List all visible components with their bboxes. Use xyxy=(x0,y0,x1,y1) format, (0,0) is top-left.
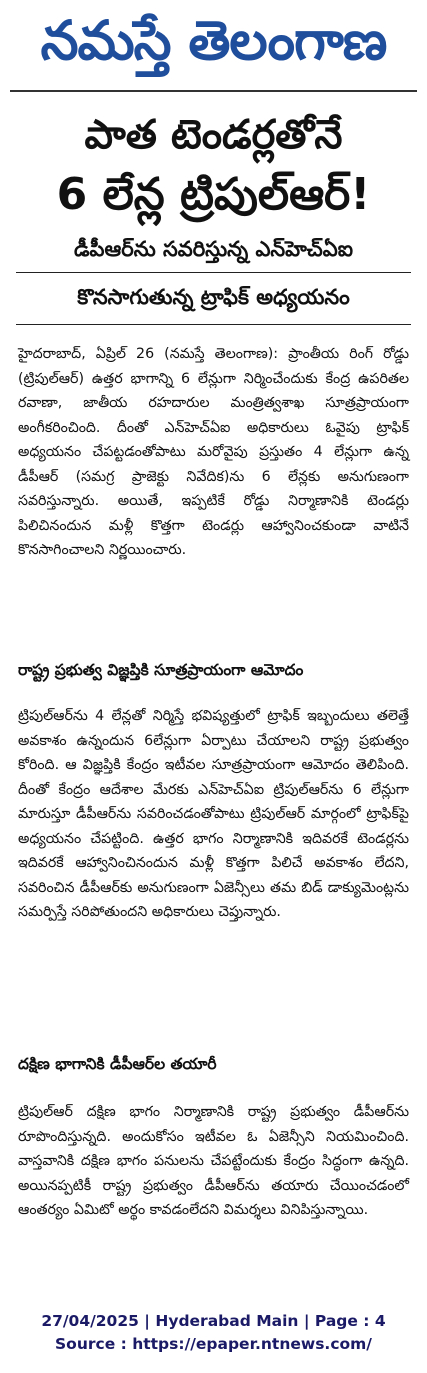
article-paragraph: ట్రిపుల్‌ఆర్ దక్షిణ భాగం నిర్మాణానికి రాష్ట్ర ప్రభుత్వం డీపీఆర్‌ను రూపొందిస్తున్నది. అందుకోసం ఇటీవల ఓ ఏజెన్సీని నియమించింది. వాస్తవానికి దక్షిణ భాగం పనులను చేపట్టేందుకు కేంద్రం సిద్ధంగా ఉన్నది. అయినప్పటికీ రాష్ట్ర ప్రభుత్వం డీపీఆర్‌ను తయారు చేయించడంలో ఆంతర్యం ఏమిటో అర్థం కావడంలేదని విమర్శలు వినిపిస్తున్నాయి. xyxy=(18,1104,409,1218)
headline-line-1: పాత టెండర్లతోనే xyxy=(84,112,343,158)
article-clipping xyxy=(10,90,417,1297)
subheadline-2: కొనసాగుతున్న ట్రాఫిక్ అధ్యయనం xyxy=(77,285,350,309)
source-link[interactable]: Source : https://epaper.ntnews.com/ xyxy=(55,1335,372,1353)
article-paragraph: ట్రిపుల్‌ఆర్‌ను 4 లేన్లతో నిర్మిస్తే భవిష్యత్తులో ట్రాఫిక్ ఇబ్బందులు తలెత్తే అవకాశం ఉన్నందున 6లేన్లుగా ఏర్పాటు చేయాలని రాష్ట్ర ప్రభుత్వం కోరింది. ఆ విజ్ఞప్తికి కేంద్రం ఇటీవల సూత్రప్రాయంగా ఆమోదం తెలిపింది. దీంతో కేంద్రం ఆదేశాల మేరకు ఎన్‌హెచ్‌ఏఐ ట్రిపుల్‌ఆర్‌ను 6 లేన్లుగా మారుస్తూ డీపీఆర్‌ను సవరించడంతోపాటు ట్రిపుల్‌ఆర్ మార్గంలో ట్రాఫిక్‌పై అధ్యయనం చేపట్టింది. ఉత్తర భాగం నిర్మాణానికి ఇదివరకే టెండర్లను ఇదివరకే ఆహ్వానించినందున మళ్లీ కొత్తగా పిలిచే అవకాశం లేదని, సవరించిన డీపీఆర్‌కు అనుగుణంగా ఏజెన్సీలు తమ బిడ్ డాక్యుమెంట్లను సమర్పిస్తే సరిపోతుందని అధికారులు చెప్తున్నారు. xyxy=(18,708,409,920)
newspaper-logo: నమస్తే తెలంగాణ xyxy=(40,9,387,72)
subheadline-1: డీపీఆర్‌ను సవరిస్తున్న ఎన్‌హెచ్‌ఏఐ xyxy=(74,237,353,261)
headline-line-2: 6 లేన్ల ట్రిపుల్‌ఆర్! xyxy=(56,169,371,220)
masthead xyxy=(0,0,427,82)
edition-info: 27/04/2025 | Hyderabad Main | Page : 4 xyxy=(41,1312,386,1330)
section-heading: రాష్ట్ర ప్రభుత్వ విజ్ఞప్తికి సూత్రప్రాయంగా ఆమోదం xyxy=(18,661,304,679)
divider xyxy=(16,324,411,325)
divider xyxy=(16,272,411,273)
section-heading: దక్షిణ భాగానికి డీపీఆర్‌ల తయారీ xyxy=(18,1055,217,1073)
article-paragraph: హైదరాబాద్, ఏప్రిల్ 26 (నమస్తే తెలంగాణ): ప్రాంతీయ రింగ్ రోడ్డు (ట్రిపుల్‌ఆర్) ఉత్తర భాగాన్ని 6 లేన్లుగా నిర్మించేందుకు కేంద్ర ఉపరితల రవాణా, జాతీయ రహదారుల మంత్రిత్వశాఖ సూత్రప్రాయంగా అంగీకరించింది. దీంతో ఎన్‌హెచ్‌ఏఐ అధికారులు ఓవైపు ట్రాఫిక్ అధ్యయనం చేపట్టడంతోపాటు మరోవైపు ప్రస్తుతం 4 లేన్లుగా ఉన్న డీపీఆర్ (సమగ్ర ప్రాజెక్టు నివేదిక)ను 6 లేన్లకు అనుగుణంగా సవరిస్తున్నారు. అయితే, ఇప్పటికే రోడ్డు నిర్మాణానికి టెండర్లు పిలిచినందున మళ్లీ కొత్తగా టెండర్లు ఆహ్వానించకుండా వాటినే కొనసాగించాలని నిర్ణయించారు. xyxy=(18,346,409,558)
